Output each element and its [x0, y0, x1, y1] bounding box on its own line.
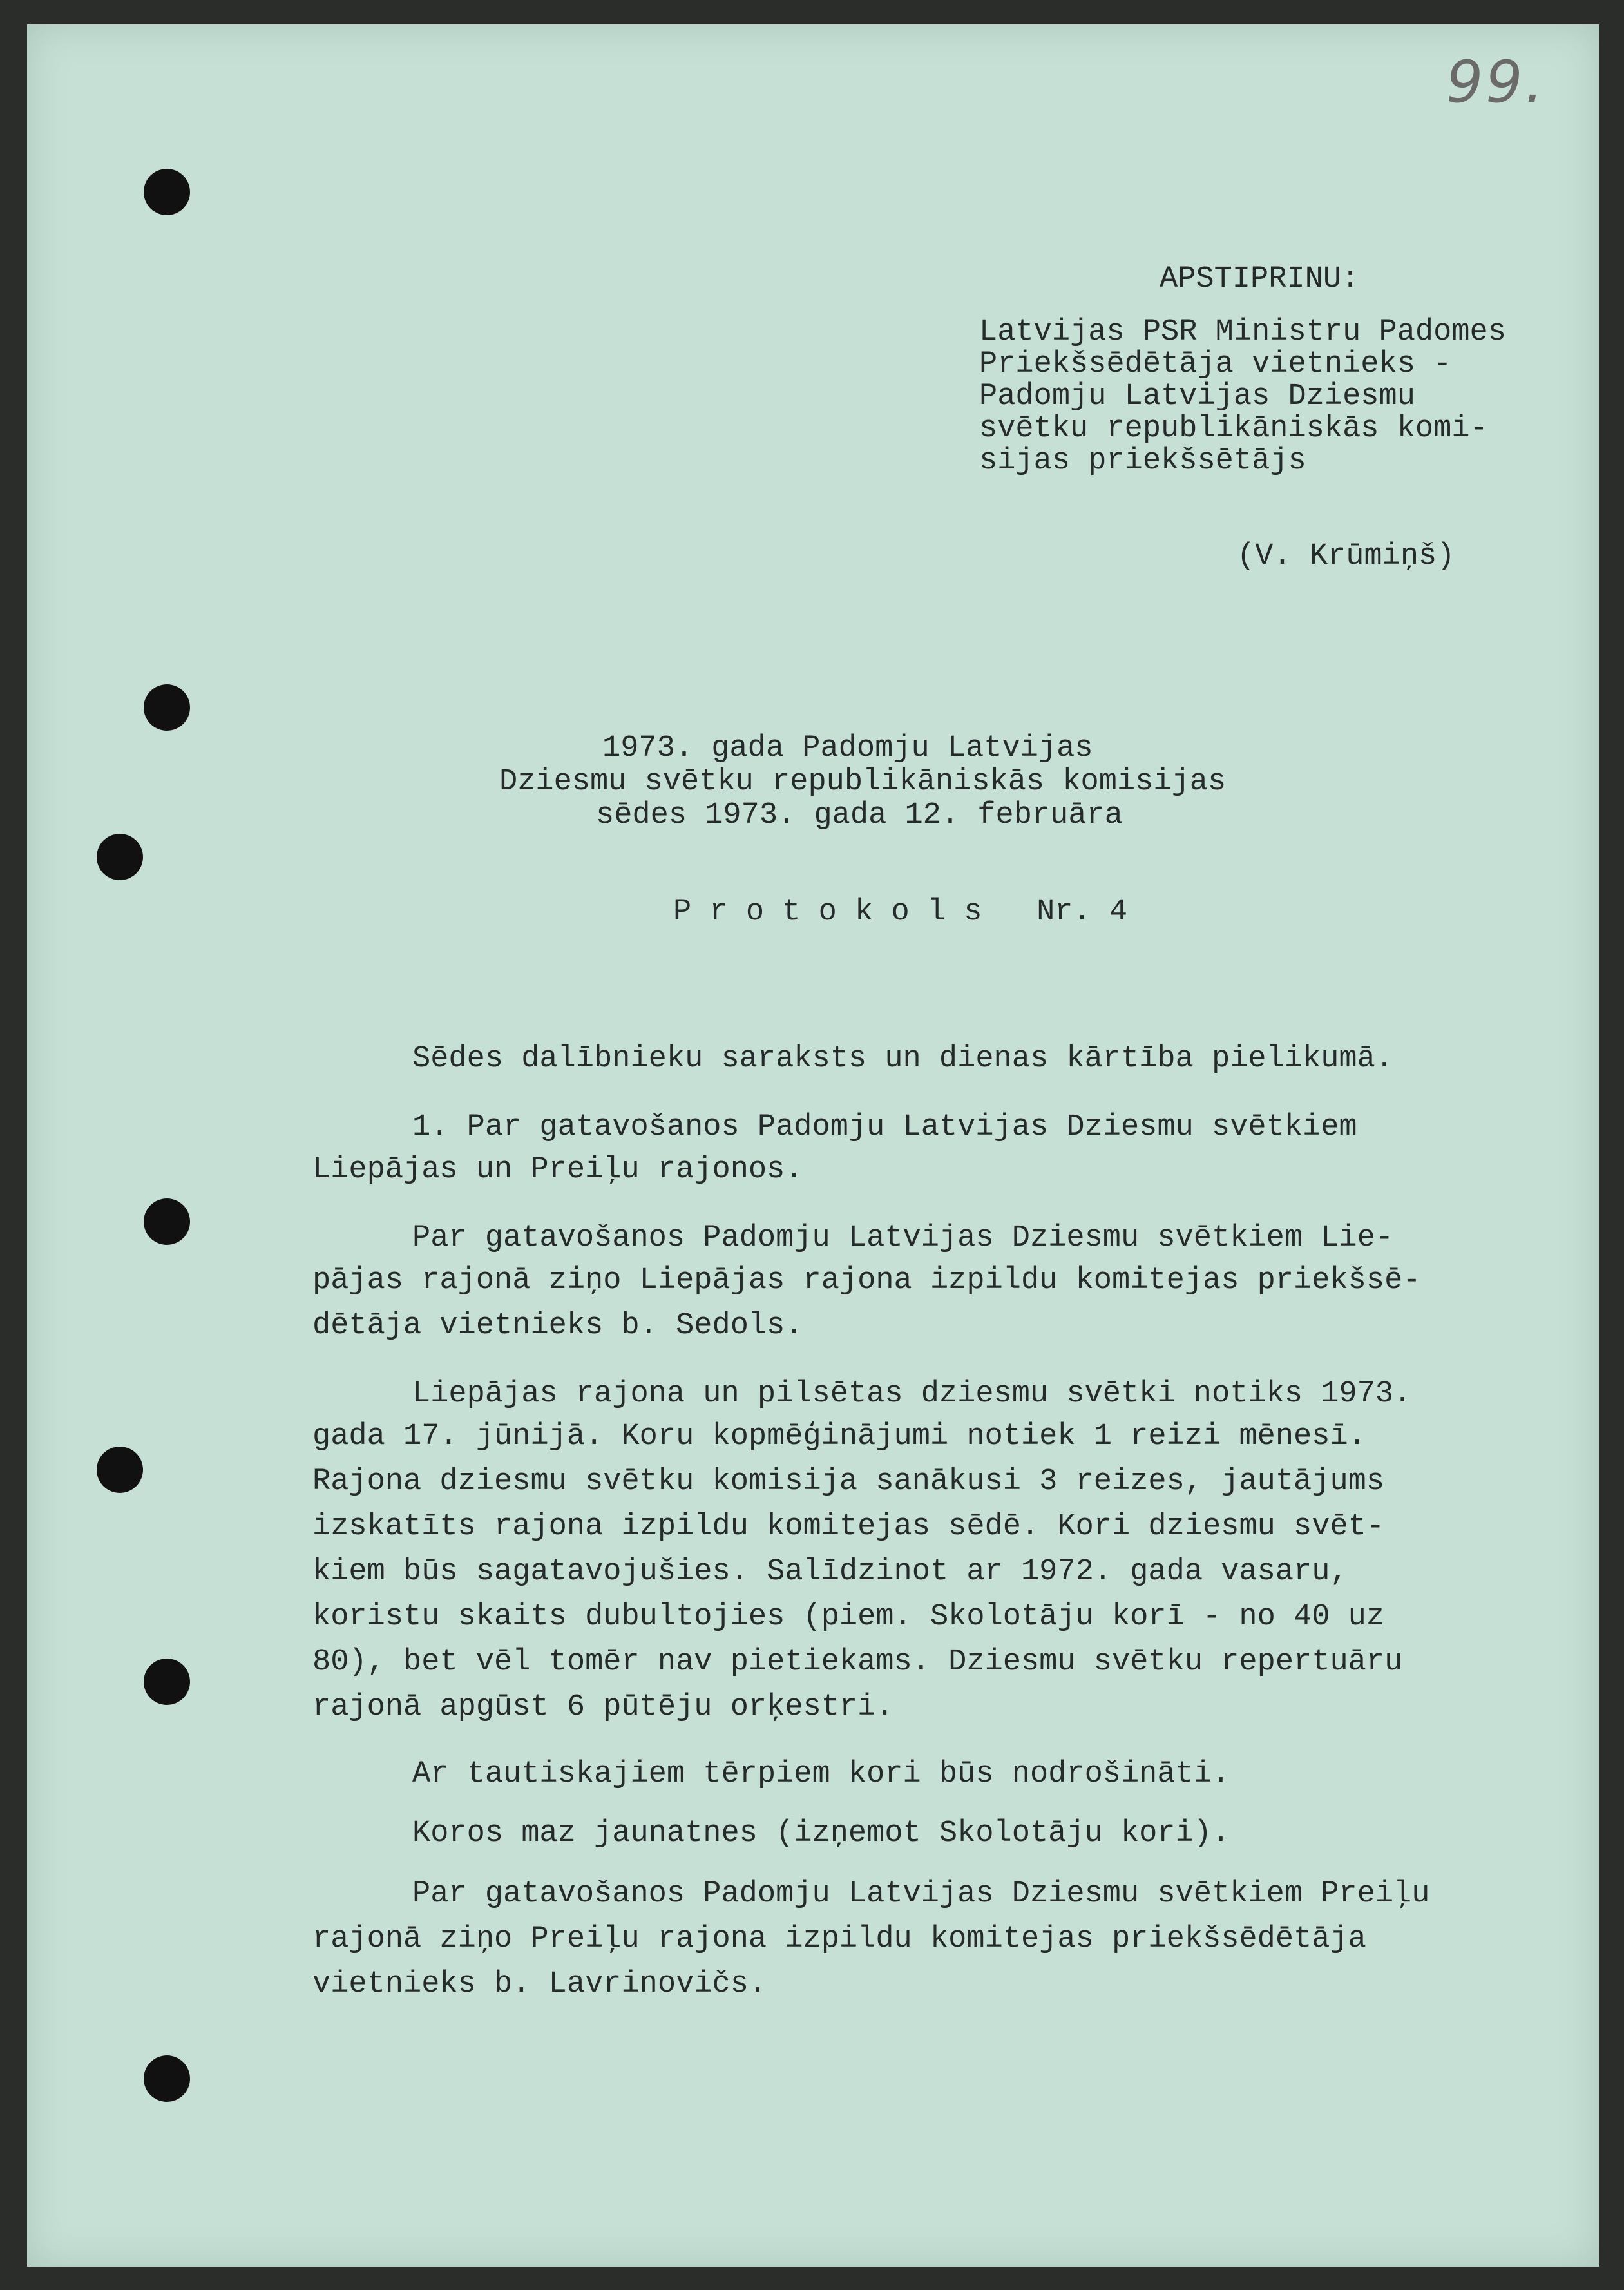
approval-line: sijas priekšsētājs — [979, 444, 1306, 478]
body-line: Koros maz jaunatnes (izņemot Skolotāju kori). — [412, 1816, 1230, 1851]
approval-heading: APSTIPRINU: — [1160, 262, 1360, 296]
title-line: sēdes 1973. gada 12. februāra — [596, 798, 1123, 832]
punch-hole — [97, 834, 143, 880]
body-line: Par gatavošanos Padomju Latvijas Dziesmu svētkiem Preiļu — [412, 1877, 1430, 1911]
punch-hole — [144, 1659, 190, 1705]
body-line: Par gatavošanos Padomju Latvijas Dziesmu svētkiem Lie- — [412, 1221, 1394, 1255]
body-line: 80), bet vēl tomēr nav pietiekams. Dziesmu svētku repertuāru — [312, 1645, 1403, 1679]
body-line: Liepājas un Preiļu rajonos. — [312, 1153, 803, 1187]
body-line: dētāja vietnieks b. Sedols. — [312, 1309, 803, 1343]
body-line: Ar tautiskajiem tērpiem kori būs nodrošināti. — [412, 1757, 1230, 1791]
approval-line: Padomju Latvijas Dziesmu — [979, 380, 1415, 414]
body-line: Rajona dziesmu svētku komisija sanākusi 3 reizes, jautājums — [312, 1465, 1385, 1499]
approval-line: Priekšsēdētāja vietnieks - — [979, 347, 1452, 381]
punch-hole — [97, 1447, 143, 1493]
body-line: koristu skaits dubultojies (piem. Skolotāju korī - no 40 uz — [312, 1600, 1385, 1634]
approval-line: svētku republikāniskās komi- — [979, 412, 1488, 446]
body-line: pājas rajonā ziņo Liepājas rajona izpildu komitejas priekšsē- — [312, 1264, 1421, 1298]
body-line: gada 17. jūnijā. Koru kopmēģinājumi notiek 1 reizi mēnesī. — [312, 1419, 1366, 1454]
title-line: 1973. gada Padomju Latvijas — [602, 731, 1093, 765]
body-line: Sēdes dalībnieku saraksts un dienas kārtība pielikumā. — [412, 1042, 1394, 1076]
body-line: vietnieks b. Lavrinovičs. — [312, 1967, 767, 2001]
body-line: Liepājas rajona un pilsētas dziesmu svētki notiks 1973. — [412, 1377, 1412, 1411]
body-line: izskatīts rajona izpildu komitejas sēdē. Kori dziesmu svēt- — [312, 1510, 1385, 1544]
approval-line: Latvijas PSR Ministru Padomes — [979, 315, 1506, 349]
punch-hole — [144, 1198, 190, 1245]
title-line: Dziesmu svētku republikāniskās komisijas — [499, 765, 1227, 799]
approval-signature: (V. Krūmiņš) — [1237, 539, 1455, 573]
punch-hole — [144, 2055, 190, 2102]
punch-hole — [144, 169, 190, 215]
punch-hole — [144, 684, 190, 731]
body-line: 1. Par gatavošanos Padomju Latvijas Dziesmu svētkiem — [412, 1110, 1357, 1144]
body-line: rajonā apgūst 6 pūtēju orķestri. — [312, 1690, 894, 1724]
body-line: kiem būs sagatavojušies. Salīdzinot ar 1972. gada vasaru, — [312, 1555, 1348, 1589]
body-line: rajonā ziņo Preiļu rajona izpildu komitejas priekšsēdētāja — [312, 1922, 1366, 1956]
protocol-title: P r o t o k o l s Nr. 4 — [673, 895, 1128, 929]
page-number: 99. — [1446, 48, 1547, 116]
